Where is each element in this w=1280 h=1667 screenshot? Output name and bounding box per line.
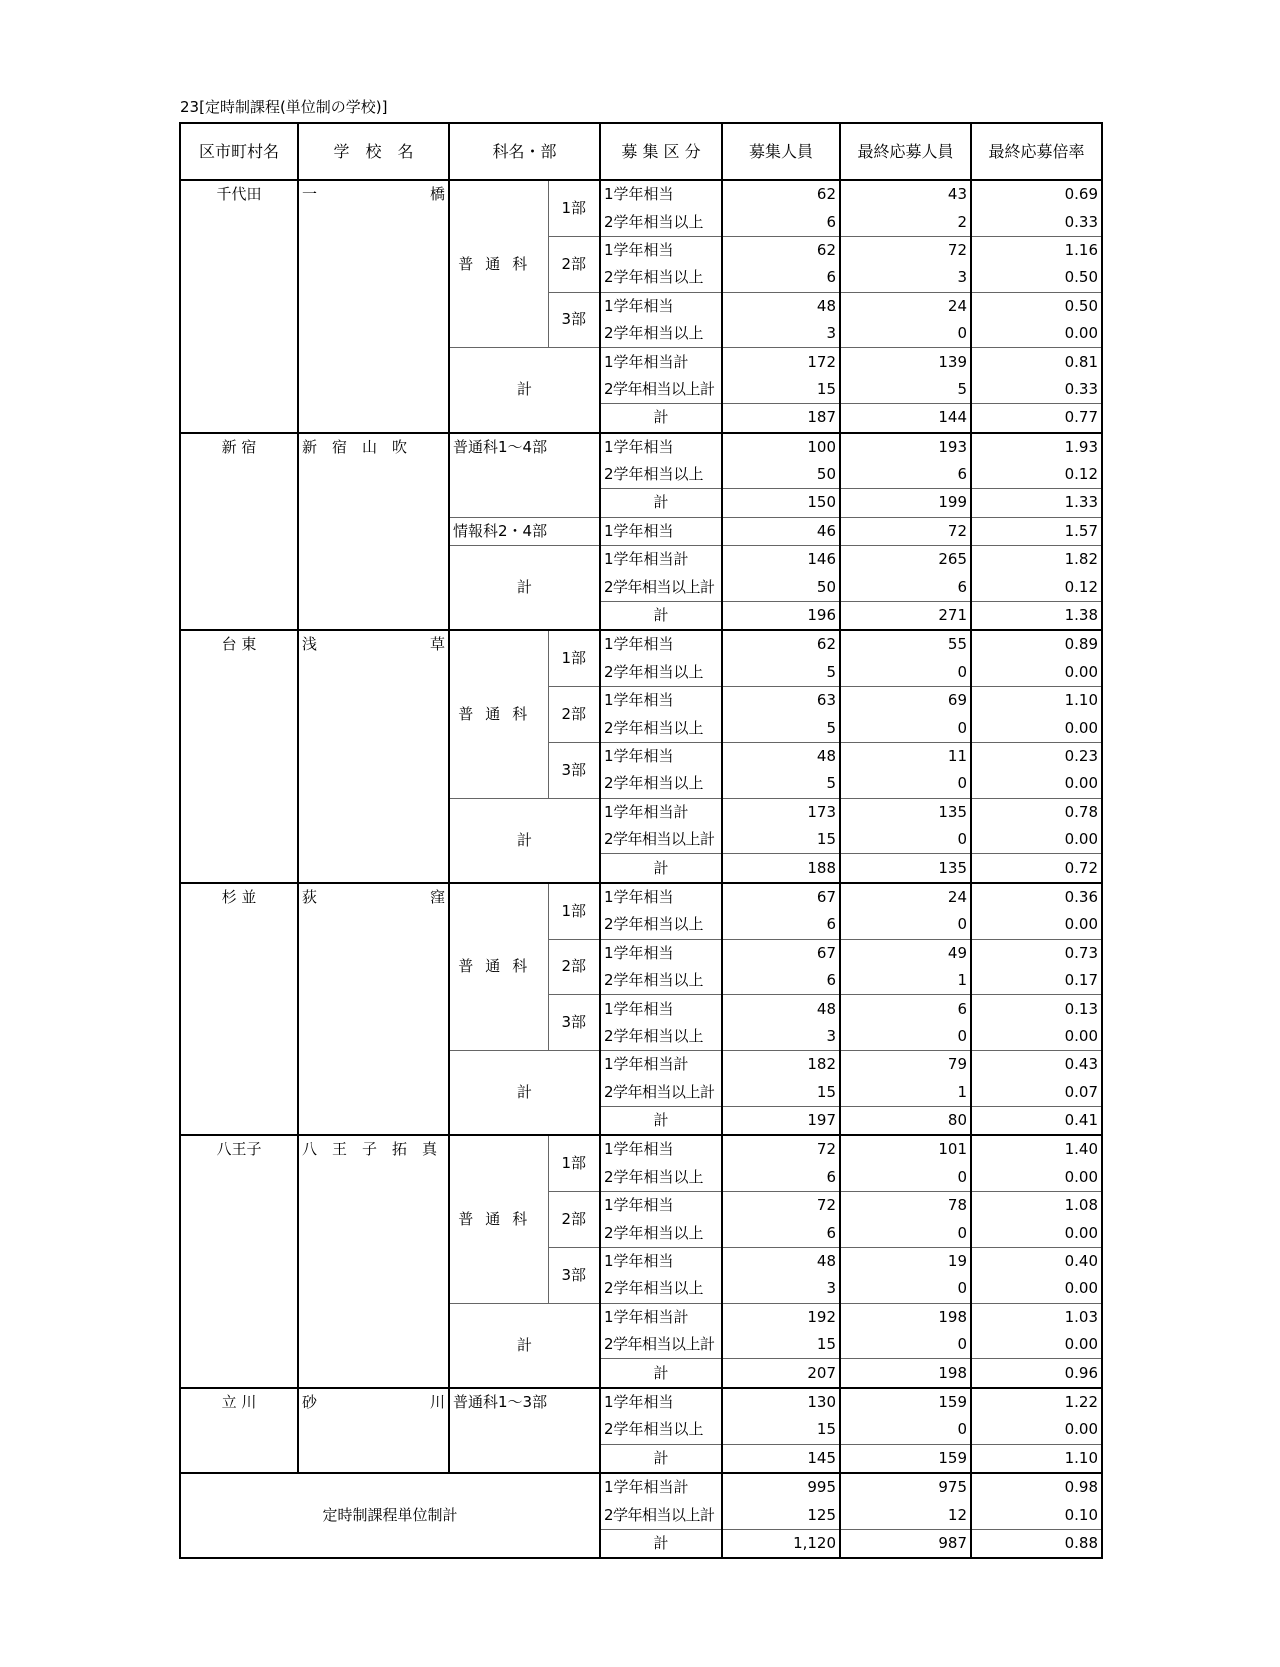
applicants-cell: 0 bbox=[840, 1023, 971, 1051]
category-cell: 2学年相当以上計 bbox=[600, 826, 722, 854]
category-cell: 2学年相当以上 bbox=[600, 714, 722, 742]
category-cell: 2学年相当以上 bbox=[600, 967, 722, 995]
quota-cell: 5 bbox=[722, 770, 840, 798]
applicants-cell: 1 bbox=[840, 967, 971, 995]
dept-cell: 普通科1～3部 bbox=[449, 1388, 600, 1473]
quota-cell: 6 bbox=[722, 967, 840, 995]
quota-cell: 5 bbox=[722, 714, 840, 742]
quota-cell: 100 bbox=[722, 433, 840, 461]
quota-cell: 3 bbox=[722, 1023, 840, 1051]
applicants-cell: 135 bbox=[840, 798, 971, 826]
ratio-cell: 1.57 bbox=[971, 517, 1102, 545]
ratio-cell: 0.07 bbox=[971, 1079, 1102, 1107]
bu-cell: 2部 bbox=[548, 236, 600, 292]
category-cell: 1学年相当計 bbox=[600, 1473, 722, 1501]
ratio-cell: 1.40 bbox=[971, 1135, 1102, 1163]
applicants-cell: 1 bbox=[840, 1079, 971, 1107]
school-name-left: 砂 bbox=[302, 1392, 318, 1411]
bu-cell: 3部 bbox=[548, 995, 600, 1051]
category-cell: 1学年相当 bbox=[600, 883, 722, 911]
bu-cell: 1部 bbox=[548, 630, 600, 686]
grand-total-row bbox=[180, 1473, 1102, 1501]
category-cell: 2学年相当以上 bbox=[600, 659, 722, 687]
quota-cell: 63 bbox=[722, 687, 840, 715]
category-cell: 1学年相当 bbox=[600, 236, 722, 264]
quota-cell: 145 bbox=[722, 1444, 840, 1473]
quota-cell: 187 bbox=[722, 404, 840, 433]
ratio-cell: 0.81 bbox=[971, 348, 1102, 376]
category-cell: 2学年相当以上 bbox=[600, 770, 722, 798]
ratio-cell: 0.33 bbox=[971, 376, 1102, 404]
applicants-cell: 72 bbox=[840, 517, 971, 545]
applicants-cell: 11 bbox=[840, 742, 971, 770]
ratio-cell: 1.03 bbox=[971, 1303, 1102, 1331]
quota-cell: 130 bbox=[722, 1388, 840, 1416]
ratio-cell: 0.36 bbox=[971, 883, 1102, 911]
ratio-cell: 1.16 bbox=[971, 236, 1102, 264]
applicants-cell: 198 bbox=[840, 1303, 971, 1331]
applicants-cell: 0 bbox=[840, 826, 971, 854]
ratio-cell: 0.00 bbox=[971, 826, 1102, 854]
applicants-cell: 0 bbox=[840, 714, 971, 742]
ratio-cell: 0.72 bbox=[971, 854, 1102, 883]
school-name-left: 浅 bbox=[302, 635, 318, 654]
applicants-cell: 0 bbox=[840, 1416, 971, 1444]
category-cell: 2学年相当以上 bbox=[600, 1023, 722, 1051]
applicants-cell: 139 bbox=[840, 348, 971, 376]
category-cell: 1学年相当計 bbox=[600, 546, 722, 574]
applicants-cell: 0 bbox=[840, 911, 971, 939]
ratio-cell: 1.38 bbox=[971, 601, 1102, 630]
applicants-cell: 55 bbox=[840, 630, 971, 658]
applicants-cell: 199 bbox=[840, 489, 971, 517]
bu-cell: 3部 bbox=[548, 742, 600, 798]
category-cell: 1学年相当 bbox=[600, 180, 722, 208]
ratio-cell: 0.00 bbox=[971, 320, 1102, 348]
quota-cell: 15 bbox=[722, 1416, 840, 1444]
ward-cell: 杉 並 bbox=[180, 883, 298, 1136]
ratio-cell: 0.13 bbox=[971, 995, 1102, 1023]
ratio-cell: 0.00 bbox=[971, 714, 1102, 742]
subtotal-label: 計 bbox=[449, 348, 600, 433]
school-cell: 新 宿 山 吹 bbox=[298, 433, 449, 631]
bu-cell: 1部 bbox=[548, 883, 600, 939]
ratio-cell: 1.10 bbox=[971, 687, 1102, 715]
category-cell: 計 bbox=[600, 1529, 722, 1558]
applicants-cell: 987 bbox=[840, 1529, 971, 1558]
quota-cell: 48 bbox=[722, 995, 840, 1023]
ratio-cell: 1.82 bbox=[971, 546, 1102, 574]
ratio-cell: 0.12 bbox=[971, 573, 1102, 601]
ratio-cell: 0.10 bbox=[971, 1501, 1102, 1529]
table-row bbox=[180, 883, 1102, 911]
quota-cell: 6 bbox=[722, 208, 840, 236]
applicants-cell: 6 bbox=[840, 461, 971, 489]
category-cell: 1学年相当 bbox=[600, 1247, 722, 1275]
subtotal-label: 計 bbox=[449, 546, 600, 631]
applicants-cell: 19 bbox=[840, 1247, 971, 1275]
table-row bbox=[180, 1388, 1102, 1416]
ratio-cell: 0.41 bbox=[971, 1106, 1102, 1135]
quota-cell: 67 bbox=[722, 883, 840, 911]
ratio-cell: 0.98 bbox=[971, 1473, 1102, 1501]
subtotal-label: 計 bbox=[449, 1051, 600, 1136]
category-cell: 計 bbox=[600, 601, 722, 630]
category-cell: 2学年相当以上 bbox=[600, 1164, 722, 1192]
ratio-cell: 0.00 bbox=[971, 1219, 1102, 1247]
quota-cell: 48 bbox=[722, 1247, 840, 1275]
ward-cell: 八王子 bbox=[180, 1135, 298, 1388]
school-name-right: 橋 bbox=[429, 185, 445, 203]
quota-cell: 188 bbox=[722, 854, 840, 883]
applicants-cell: 72 bbox=[840, 236, 971, 264]
quota-cell: 207 bbox=[722, 1359, 840, 1388]
ratio-cell: 0.50 bbox=[971, 292, 1102, 320]
dept-cell: 普通科 bbox=[449, 883, 548, 1051]
category-cell: 計 bbox=[600, 1106, 722, 1135]
quota-cell: 182 bbox=[722, 1051, 840, 1079]
ward-cell: 立 川 bbox=[180, 1388, 298, 1473]
header-row bbox=[180, 123, 1102, 180]
header-ratio: 最終応募倍率 bbox=[971, 123, 1102, 180]
bu-cell: 1部 bbox=[548, 180, 600, 236]
bu-cell: 3部 bbox=[548, 292, 600, 348]
quota-cell: 6 bbox=[722, 264, 840, 292]
applicants-cell: 5 bbox=[840, 376, 971, 404]
school-name-right: 草 bbox=[429, 635, 445, 654]
applicants-cell: 6 bbox=[840, 995, 971, 1023]
ratio-cell: 0.73 bbox=[971, 939, 1102, 967]
quota-cell: 62 bbox=[722, 180, 840, 208]
school-cell: 八 王 子 拓 真 bbox=[298, 1135, 449, 1388]
ratio-cell: 0.00 bbox=[971, 659, 1102, 687]
category-cell: 1学年相当 bbox=[600, 687, 722, 715]
quota-cell: 150 bbox=[722, 489, 840, 517]
applicants-cell: 975 bbox=[840, 1473, 971, 1501]
ratio-cell: 0.00 bbox=[971, 1275, 1102, 1303]
applicants-cell: 271 bbox=[840, 601, 971, 630]
table-row bbox=[180, 180, 1102, 208]
category-cell: 1学年相当 bbox=[600, 433, 722, 461]
quota-cell: 15 bbox=[722, 1331, 840, 1359]
applicants-cell: 0 bbox=[840, 770, 971, 798]
applicants-cell: 0 bbox=[840, 320, 971, 348]
dept-cell: 情報科2・4部 bbox=[449, 517, 600, 545]
school-cell bbox=[298, 630, 449, 883]
ratio-cell: 0.00 bbox=[971, 911, 1102, 939]
applicants-cell: 193 bbox=[840, 433, 971, 461]
header-dept: 科名・部 bbox=[449, 123, 600, 180]
header-category: 募 集 区 分 bbox=[600, 123, 722, 180]
ratio-cell: 1.33 bbox=[971, 489, 1102, 517]
header-ward: 区市町村名 bbox=[180, 123, 298, 180]
header-school: 学 校 名 bbox=[298, 123, 449, 180]
ratio-cell: 0.12 bbox=[971, 461, 1102, 489]
category-cell: 1学年相当 bbox=[600, 742, 722, 770]
ratio-cell: 0.50 bbox=[971, 264, 1102, 292]
quota-cell: 62 bbox=[722, 236, 840, 264]
ratio-cell: 0.00 bbox=[971, 1416, 1102, 1444]
quota-cell: 15 bbox=[722, 376, 840, 404]
category-cell: 1学年相当計 bbox=[600, 1303, 722, 1331]
ratio-cell: 0.17 bbox=[971, 967, 1102, 995]
school-name-right: 川 bbox=[429, 1392, 445, 1411]
category-cell: 1学年相当 bbox=[600, 1192, 722, 1220]
quota-cell: 3 bbox=[722, 1275, 840, 1303]
grand-total-label: 定時制課程単位制計 bbox=[180, 1473, 600, 1558]
applicants-cell: 2 bbox=[840, 208, 971, 236]
ratio-cell: 0.23 bbox=[971, 742, 1102, 770]
category-cell: 1学年相当 bbox=[600, 630, 722, 658]
applicants-cell: 49 bbox=[840, 939, 971, 967]
category-cell: 1学年相当 bbox=[600, 517, 722, 545]
ratio-cell: 0.96 bbox=[971, 1359, 1102, 1388]
ratio-cell: 1.10 bbox=[971, 1444, 1102, 1473]
category-cell: 2学年相当以上計 bbox=[600, 1079, 722, 1107]
school-cell bbox=[298, 180, 449, 433]
bu-cell: 2部 bbox=[548, 687, 600, 743]
ratio-cell: 1.08 bbox=[971, 1192, 1102, 1220]
quota-cell: 15 bbox=[722, 826, 840, 854]
applicants-cell: 80 bbox=[840, 1106, 971, 1135]
applicants-cell: 135 bbox=[840, 854, 971, 883]
category-cell: 1学年相当計 bbox=[600, 348, 722, 376]
quota-cell: 50 bbox=[722, 573, 840, 601]
ratio-cell: 0.33 bbox=[971, 208, 1102, 236]
ratio-cell: 0.43 bbox=[971, 1051, 1102, 1079]
quota-cell: 6 bbox=[722, 1164, 840, 1192]
category-cell: 2学年相当以上 bbox=[600, 208, 722, 236]
category-cell: 計 bbox=[600, 1359, 722, 1388]
header-applicants: 最終応募人員 bbox=[840, 123, 971, 180]
category-cell: 1学年相当 bbox=[600, 995, 722, 1023]
category-cell: 2学年相当以上計 bbox=[600, 376, 722, 404]
applicants-cell: 159 bbox=[840, 1388, 971, 1416]
applicants-cell: 24 bbox=[840, 883, 971, 911]
quota-cell: 6 bbox=[722, 911, 840, 939]
category-cell: 2学年相当以上 bbox=[600, 1219, 722, 1247]
quota-cell: 125 bbox=[722, 1501, 840, 1529]
ward-cell: 新 宿 bbox=[180, 433, 298, 631]
school-name-left: 荻 bbox=[302, 887, 318, 906]
applicants-cell: 69 bbox=[840, 687, 971, 715]
quota-cell: 50 bbox=[722, 461, 840, 489]
category-cell: 2学年相当以上 bbox=[600, 264, 722, 292]
table-row bbox=[180, 433, 1102, 461]
applicants-cell: 0 bbox=[840, 1219, 971, 1247]
bu-cell: 2部 bbox=[548, 1192, 600, 1248]
ward-cell: 千代田 bbox=[180, 180, 298, 433]
category-cell: 2学年相当以上 bbox=[600, 320, 722, 348]
ratio-cell: 0.78 bbox=[971, 798, 1102, 826]
applicants-cell: 79 bbox=[840, 1051, 971, 1079]
quota-cell: 6 bbox=[722, 1219, 840, 1247]
category-cell: 計 bbox=[600, 854, 722, 883]
quota-cell: 72 bbox=[722, 1135, 840, 1163]
school-cell bbox=[298, 883, 449, 1136]
ratio-cell: 0.00 bbox=[971, 770, 1102, 798]
quota-cell: 48 bbox=[722, 292, 840, 320]
ratio-cell: 0.00 bbox=[971, 1023, 1102, 1051]
quota-cell: 5 bbox=[722, 659, 840, 687]
category-cell: 1学年相当計 bbox=[600, 1051, 722, 1079]
applicants-cell: 0 bbox=[840, 659, 971, 687]
category-cell: 1学年相当 bbox=[600, 1388, 722, 1416]
applicants-cell: 3 bbox=[840, 264, 971, 292]
bu-cell: 1部 bbox=[548, 1135, 600, 1191]
applicants-cell: 265 bbox=[840, 546, 971, 574]
category-cell: 2学年相当以上 bbox=[600, 1416, 722, 1444]
applicants-cell: 198 bbox=[840, 1359, 971, 1388]
applicants-cell: 43 bbox=[840, 180, 971, 208]
quota-cell: 146 bbox=[722, 546, 840, 574]
category-cell: 1学年相当計 bbox=[600, 798, 722, 826]
quota-cell: 62 bbox=[722, 630, 840, 658]
ratio-cell: 0.89 bbox=[971, 630, 1102, 658]
quota-cell: 197 bbox=[722, 1106, 840, 1135]
ratio-cell: 0.77 bbox=[971, 404, 1102, 433]
applicants-cell: 24 bbox=[840, 292, 971, 320]
applicants-cell: 78 bbox=[840, 1192, 971, 1220]
quota-cell: 172 bbox=[722, 348, 840, 376]
category-cell: 2学年相当以上計 bbox=[600, 1331, 722, 1359]
quota-cell: 192 bbox=[722, 1303, 840, 1331]
quota-cell: 15 bbox=[722, 1079, 840, 1107]
category-cell: 1学年相当 bbox=[600, 1135, 722, 1163]
quota-cell: 72 bbox=[722, 1192, 840, 1220]
category-cell: 2学年相当以上計 bbox=[600, 573, 722, 601]
table-row bbox=[180, 1135, 1102, 1163]
dept-cell: 普通科 bbox=[449, 1135, 548, 1303]
category-cell: 2学年相当以上 bbox=[600, 911, 722, 939]
category-cell: 計 bbox=[600, 404, 722, 433]
category-cell: 計 bbox=[600, 1444, 722, 1473]
enrollment-table bbox=[179, 122, 1103, 1559]
quota-cell: 3 bbox=[722, 320, 840, 348]
dept-cell: 普通科 bbox=[449, 180, 548, 348]
applicants-cell: 0 bbox=[840, 1331, 971, 1359]
applicants-cell: 144 bbox=[840, 404, 971, 433]
category-cell: 計 bbox=[600, 489, 722, 517]
quota-cell: 67 bbox=[722, 939, 840, 967]
quota-cell: 196 bbox=[722, 601, 840, 630]
header-quota: 募集人員 bbox=[722, 123, 840, 180]
applicants-cell: 159 bbox=[840, 1444, 971, 1473]
applicants-cell: 6 bbox=[840, 573, 971, 601]
ratio-cell: 1.22 bbox=[971, 1388, 1102, 1416]
bu-cell: 3部 bbox=[548, 1247, 600, 1303]
ratio-cell: 0.88 bbox=[971, 1529, 1102, 1558]
bu-cell: 2部 bbox=[548, 939, 600, 995]
category-cell: 2学年相当以上 bbox=[600, 461, 722, 489]
category-cell: 1学年相当 bbox=[600, 939, 722, 967]
quota-cell: 1,120 bbox=[722, 1529, 840, 1558]
applicants-cell: 101 bbox=[840, 1135, 971, 1163]
ratio-cell: 0.00 bbox=[971, 1331, 1102, 1359]
ratio-cell: 0.00 bbox=[971, 1164, 1102, 1192]
quota-cell: 48 bbox=[722, 742, 840, 770]
quota-cell: 995 bbox=[722, 1473, 840, 1501]
category-cell: 2学年相当以上 bbox=[600, 1275, 722, 1303]
subtotal-label: 計 bbox=[449, 1303, 600, 1388]
ratio-cell: 0.69 bbox=[971, 180, 1102, 208]
applicants-cell: 12 bbox=[840, 1501, 971, 1529]
applicants-cell: 0 bbox=[840, 1275, 971, 1303]
quota-cell: 46 bbox=[722, 517, 840, 545]
ratio-cell: 1.93 bbox=[971, 433, 1102, 461]
table-row bbox=[180, 630, 1102, 658]
dept-cell: 普通科1～4部 bbox=[449, 433, 600, 518]
page-title: 23[定時制課程(単位制の学校)] bbox=[180, 98, 388, 116]
dept-cell: 普通科 bbox=[449, 630, 548, 798]
school-name-left: 一 bbox=[302, 185, 318, 203]
ratio-cell: 0.40 bbox=[971, 1247, 1102, 1275]
ward-cell: 台 東 bbox=[180, 630, 298, 883]
applicants-cell: 0 bbox=[840, 1164, 971, 1192]
school-name-right: 窪 bbox=[429, 887, 445, 906]
quota-cell: 173 bbox=[722, 798, 840, 826]
school-cell bbox=[298, 1388, 449, 1473]
subtotal-label: 計 bbox=[449, 798, 600, 883]
category-cell: 1学年相当 bbox=[600, 292, 722, 320]
category-cell: 2学年相当以上計 bbox=[600, 1501, 722, 1529]
